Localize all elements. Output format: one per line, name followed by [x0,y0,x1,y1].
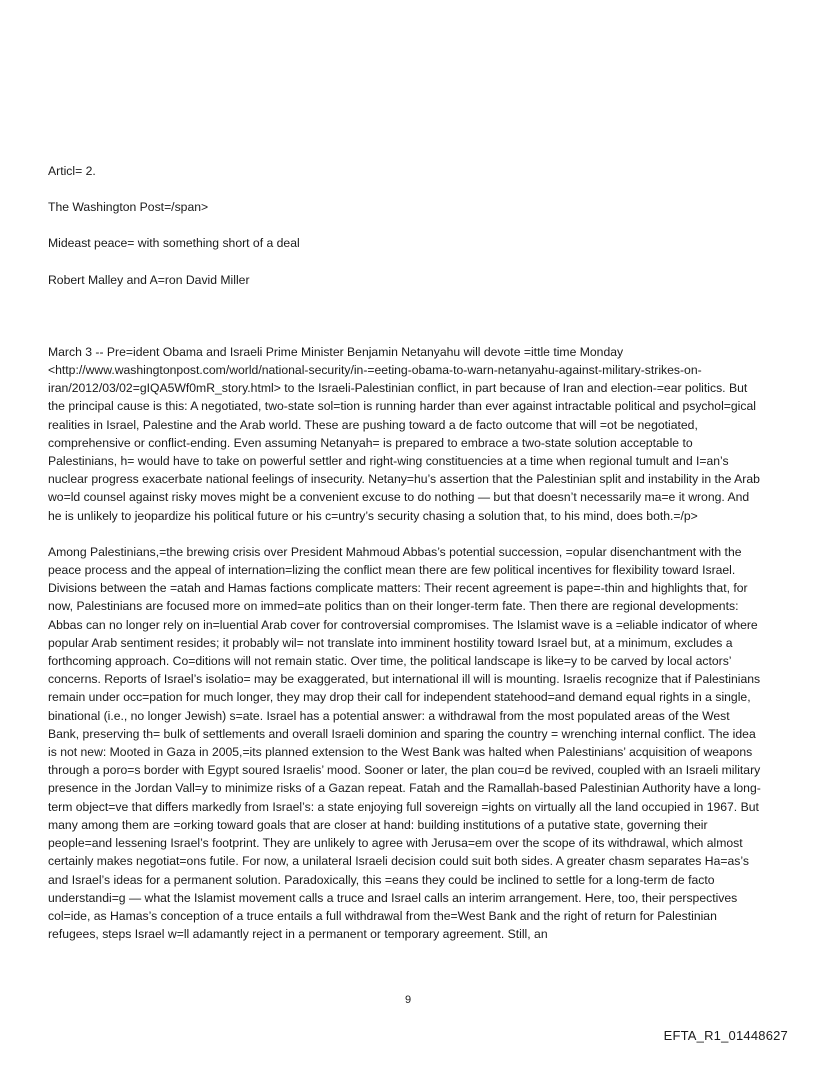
page-number: 9 [404,994,412,1006]
paragraph-2: Among Palestinians,=the brewing crisis over President Mahmoud Abbas’s potential succession, =opular disenchantment with the peace process and the appeal of internation=lizing the conflict mean there are few political incentives for flexibility toward Israel. Divisions between the =atah and Hamas factions complicate matters: Their recent agreement is pape=-thin and highlights that, for now, Palestinians are focused more on immed=ate politics than on their longer-term fate. Then there are regional developments: Abbas can no longer rely on in=luential Arab cover for controversial compromises. The Islamist wave is a =eliable indicator of where popular Arab sentiment resides; it probably wil= not translate into imminent hostility toward Israel but, at a minimum, excludes a forthcoming approach. Co=ditions will not remain static. Over time, the political landscape is like=y to be carved by local actors’ concerns. Reports of Israel’s isolatio= may be exaggerated, but international ill will is mounting. Israelis recognize that if Palestinians remain under occ=pation for much longer, they may drop their call for independent statehood=and demand equal rights in a single, binational (i.e., no longer Jewish) s=ate. Israel has a potential answer: a withdrawal from the most populated areas of the West Bank, preserving th= bulk of settlements and overall Israeli dominion and sparing the country = wrenching internal conflict. The idea is not new: Mooted in Gaza in 2005,=its planned extension to the West Bank was halted when Palestinians’ acquisition of weapons through a poro=s border with Egypt soured Israelis’ mood. Sooner or later, the plan cou=d be revived, coupled with an Israeli military presence in the Jordan Vall=y to minimize risks of a Gazan repeat. Fatah and the Ramallah-based Palestinian Authority have a long-term object=ve that differs markedly from Israel’s: a state enjoying full sovereign =ights on virtually all the land occupied in 1967. But many among them are =orking toward goals that are closer at hand: building institutions of a putative state, governing their people=and lessening Israel’s footprint. They are unlikely to agree with Jerusa=em over the scope of its withdrawal, which almost certainly makes negotiat=ons futile. For now, a unilateral Israeli decision could suit both sides. A greater chasm separates Ha=as’s and Israel’s ideas for a permanent solution. Paradoxically, this =eans they could be inclined to settle for a long-term de facto understandi=g — what the Islamist movement calls a truce and Israel calls an interim arrangement. Here, too, their perspectives col=ide, as Hamas’s conception of a truce entails a full withdrawal from the=West Bank and the right of return for Palestinian refugees, steps Israel w=ll adamantly reject in a permanent or temporary agreement. Still, an [48,544,761,942]
paragraph-1: March 3 -- Pre=ident Obama and Israeli Prime Minister Benjamin Netanyahu will devote =ittle time Monday <http://www.washingtonpost.com/world/national-security/in-=eeting-obama-to-warn-netanyahu-against-military-strikes-on-iran/2012/03/02=gIQA5Wf0mR_story.html> to the Israeli-Palestinian conflict, in part because of Iran and election-=ear politics. But the principal cause is this: A negotiated, two-state sol=tion is running harder than ever against intractable political and psychol=gical realities in Israel, Palestine and the Arab world. These are pushing toward a de facto outcome that will =ot be negotiated, comprehensive or conflict-ending. Even assuming Netanyah= is prepared to embrace a two-state solution acceptable to Palestinians, h= would have to take on powerful settler and right-wing constituencies at a time when regional tumult and I=an’s nuclear progress exacerbate national feelings of insecurity. Netany=hu’s assertion that the Palestinian split and instability in the Arab wo=ld counsel against risky moves might be a convenient excuse to do nothing — but that doesn’t necessarily ma=e it wrong. And he is unlikely to jeopardize his political future or his c=untry’s security chasing a solution that, to his mind, does both.=/p> [48,344,760,523]
article-headline: Mideast peace= with something short of a deal [48,236,300,251]
spacer [48,307,764,343]
article-body [48,162,764,961]
article-label: Articl= 2. [48,164,96,178]
document-id: EFTA_R1_01448627 [663,1028,788,1043]
publication-name: The Washington Post=/span> [48,200,209,215]
article-byline: Robert Malley and A=ron David Miller [48,272,250,287]
